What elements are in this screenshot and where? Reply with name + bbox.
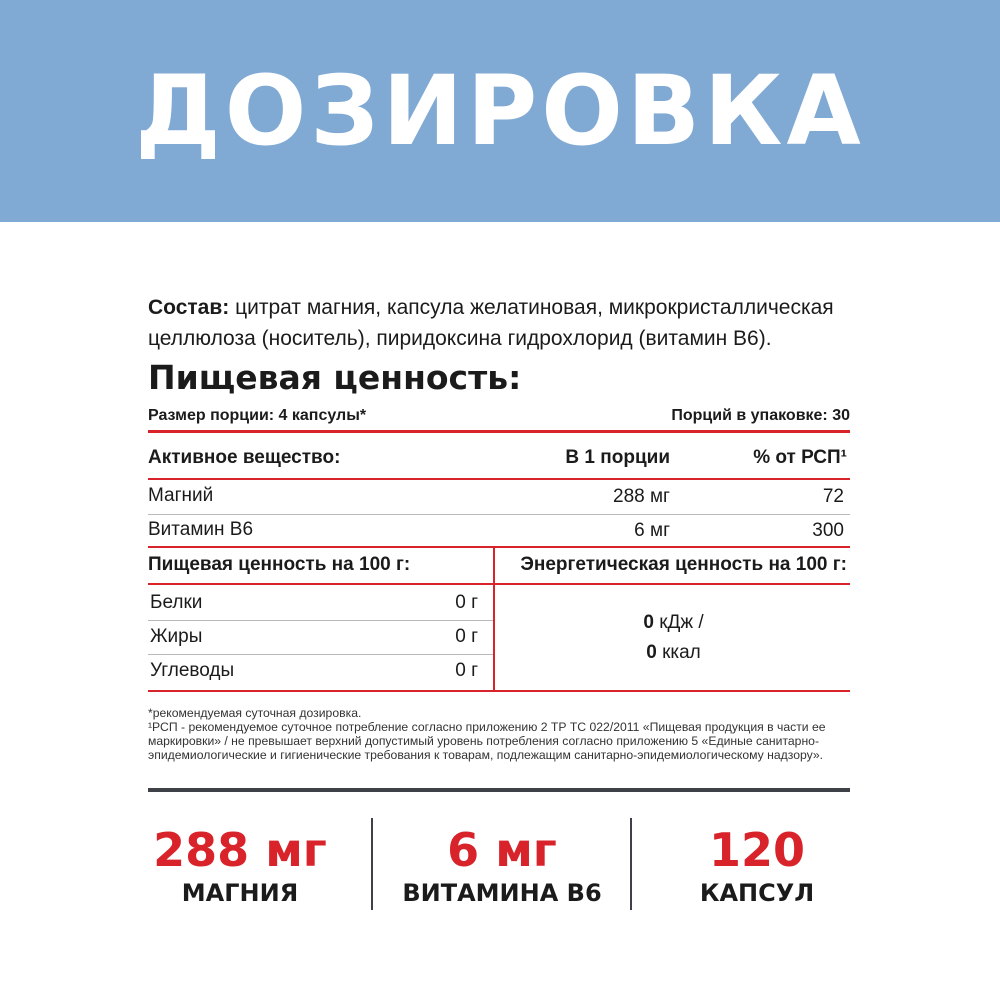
stat-label: КАПСУЛ xyxy=(699,879,815,907)
column-divider xyxy=(493,548,495,692)
stat-magnesium xyxy=(125,822,355,908)
row-name: Витамин В6 xyxy=(148,519,254,540)
row-amount: 6 мг xyxy=(634,520,670,541)
energy-kcal-value: 0 xyxy=(646,642,657,663)
nutrition-title: Пищевая ценность: xyxy=(148,358,522,397)
stat-value: 6 мг xyxy=(447,823,557,877)
header-rsp: % от РСП¹ xyxy=(753,447,847,468)
footnotes xyxy=(148,706,850,762)
stat-capsules xyxy=(642,822,872,908)
header-rule xyxy=(148,478,850,480)
per100-name: Углеводы xyxy=(150,660,235,681)
row-percent: 72 xyxy=(822,486,844,507)
per100-name: Жиры xyxy=(150,626,203,647)
serving-size: Размер порции: 4 капсулы* xyxy=(148,407,367,424)
row-percent: 300 xyxy=(812,520,844,541)
per100-value: 0 г xyxy=(455,592,478,613)
stat-label: МАГНИЯ xyxy=(181,879,299,907)
per100-header: Пищевая ценность на 100 г: xyxy=(148,554,411,575)
stat-value: 120 xyxy=(708,823,806,877)
row-divider xyxy=(148,654,493,655)
row-divider xyxy=(148,620,493,621)
stat-label: ВИТАМИНА В6 xyxy=(402,879,602,907)
servings-per-pack: Порций в упаковке: 30 xyxy=(671,407,850,424)
per100-value: 0 г xyxy=(455,626,478,647)
composition-ingredients: цитрат магния, капсула желатиновая, микрокристаллическая целлюлоза (носитель), пиридоксина гидрохлорид (витамин В6). xyxy=(148,296,834,350)
stat-separator xyxy=(371,818,373,910)
row-name: Магний xyxy=(148,485,214,506)
header-per-serving: В 1 порции xyxy=(565,447,670,468)
stat-value: 288 мг xyxy=(153,823,327,877)
energy-value xyxy=(497,608,850,668)
energy-kj-unit: кДж / xyxy=(653,612,704,633)
stat-separator xyxy=(630,818,632,910)
composition-label: Состав: xyxy=(148,296,230,319)
stats-divider xyxy=(148,788,850,792)
composition-text xyxy=(148,292,850,354)
energy-kj-value: 0 xyxy=(643,612,654,633)
per100-value: 0 г xyxy=(455,660,478,681)
per100-name: Белки xyxy=(150,592,203,613)
energy-header: Энергетическая ценность на 100 г: xyxy=(520,554,847,575)
header-substance: Активное вещество: xyxy=(148,447,341,468)
energy-kcal-unit: ккал xyxy=(656,642,701,663)
row-amount: 288 мг xyxy=(613,486,670,507)
header-banner xyxy=(0,0,1000,222)
footnote-rsp: ¹РСП - рекомендуемое суточное потребление согласно приложению 2 ТР ТС 022/2011 «Пищевая продукция в части ее маркировки» / не превышает верхний допустимый уровень потребления согласно приложению 5 «Единые санитарно-эпидемиологические и гигиенические требования к товарам, подлежащим санитарно-эпидемиологическому надзору». xyxy=(148,720,826,762)
section-header-rule xyxy=(148,583,850,585)
table-bottom-rule xyxy=(148,690,850,692)
table-top-rule xyxy=(148,430,850,433)
footnote-dosage: *рекомендуемая суточная дозировка. xyxy=(148,706,362,720)
page-title: ДОЗИРОВКА xyxy=(135,55,865,167)
serving-row xyxy=(148,404,850,428)
section-rule xyxy=(148,546,850,548)
row-divider xyxy=(148,514,850,515)
stat-vitamin-b6 xyxy=(387,822,617,908)
